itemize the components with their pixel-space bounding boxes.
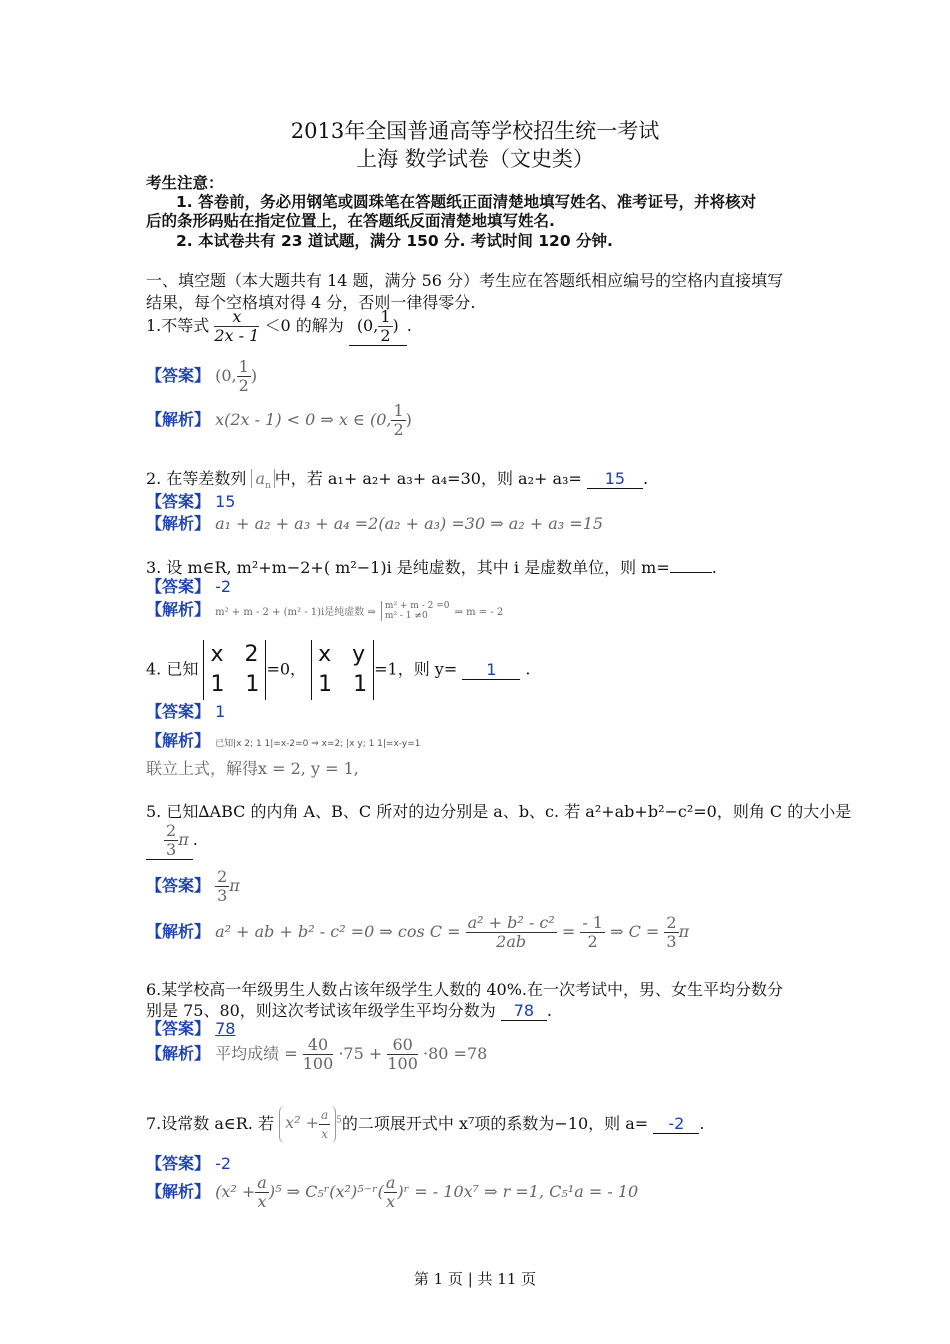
q3-answer: 【答案】 -2 (146, 577, 232, 596)
q3-answer-blank (670, 572, 712, 573)
q7-analysis: 【解析】 (x² + $\frac{a}{x}$ )⁵ ⇒ C₅ʳ(x²)⁵⁻ʳ( $\frac{a}{x}$ )ʳ = - 10x⁷ ⇒ r =1, C₅¹a = - 10 (146, 1173, 639, 1211)
q1-num: x (214, 308, 259, 327)
notice-item-1-cont: 后的条形码贴在指定位置上，在答题纸反面清楚地填写姓名. (146, 212, 555, 230)
q4-determinant-1: x 2 1 1 (203, 640, 266, 700)
page-footer: 第 1 页 | 共 11 页 (413, 1270, 537, 1288)
q1-stem: 1.不等式 (146, 316, 210, 335)
q1-condition: ＜0 的解为 (264, 316, 344, 335)
q4-answer-blank: 1 (462, 660, 520, 680)
q2-answer: 【答案】 15 (146, 492, 236, 511)
q1-analysis: 【解析】 x(2x - 1) < 0 ⇒ x ∈ (0, $\frac{1}{2}$ ) (146, 401, 412, 439)
exam-subtitle: 上海 数学试卷（文史类） (356, 147, 594, 171)
q3-system: m² + m - 2 =0 m² - 1 ≠0 (381, 601, 450, 621)
q6-answer: 【答案】 78 (146, 1019, 236, 1038)
question-6-cont: 别是 75、80，则这次考试该年级学生平均分数为 78 . (146, 1001, 552, 1020)
q1-answer-blank: (0, $\frac{1}{2}$ ) (349, 308, 407, 346)
q5-blank-line: $\frac{2}{3}$ π . (146, 822, 198, 860)
q7-answer-blank: -2 (653, 1114, 699, 1134)
q5-analysis: 【解析】 a² + ab + b² - c² =0 ⇒ cos C = $\frac{\text{a² + b² - c²}}{2ab}$ = $\frac{- 1}{2}$ ⇒ C = $\frac{2}{3}$ π (146, 913, 690, 951)
q2-analysis: 【解析】 a₁ + a₂ + a₃ + a₄ =2(a₂ + a₃) =30 ⇒ a₂ + a₃ =15 (146, 514, 604, 533)
question-5: 5. 已知∆ABC 的内角 A、B、C 所对的边分别是 a、b、c. 若 a²+ab+b²−c²=0，则角 C 的大小是 (146, 802, 852, 821)
q1-fraction (214, 308, 259, 345)
notice-item-1: 1. 答卷前，务必用钢笔或圆珠笔在答题纸正面清楚地填写姓名、准考证号，并将核对 (176, 193, 757, 211)
q2-answer-blank: 15 (587, 469, 643, 489)
q3-analysis: 【解析】 m² + m - 2 + (m² - 1)i是纯虚数 ⇒ m² + m - 2 =0 m² - 1 ≠0 ⇒ m = - 2 (146, 600, 504, 621)
q5-answer: 【答案】 $\frac{2}{3}$ π (146, 867, 240, 905)
question-3: 3. 设 m∈R, m²+m−2+( m²−1)i 是纯虚数，其中 i 是虚数单位，则 m= . (146, 558, 717, 577)
question-1: 1.不等式 $\frac{x}{2x - 1}$ ＜0 的解为 (0, $\frac{1}{2}$ ) . (146, 307, 412, 345)
q4-determinant-2: x y 1 1 (311, 640, 374, 700)
q1-half: $\frac{1}{2}$ (380, 307, 391, 345)
q4-answer: 【答案】 1 (146, 702, 226, 721)
section-heading: 一、填空题（本大题共有 14 题，满分 56 分）考生应在答题纸相应编号的空格内直接填写 (146, 271, 784, 290)
question-7: 7.设常数 a∈R. 若 x² + $\frac{a}{x}$ $^5$的二项展开式中 x⁷项的系数为−10，则 a= -2 . (146, 1108, 705, 1141)
exam-title: 2013年全国普通高等学校招生统一考试 (290, 119, 660, 143)
analysis-label: 【解析】 (146, 410, 211, 429)
q4-analysis-cont: 联立上式，解得x = 2, y = 1, (146, 759, 359, 778)
q7-answer: 【答案】 -2 (146, 1154, 232, 1173)
q4-analysis: 【解析】 已知|x 2; 1 1|=x-2=0 ⇒ x=2; |x y; 1 1|=x-y=1 (146, 731, 421, 750)
answer-label: 【答案】 (146, 366, 211, 385)
q6-answer-blank: 78 (501, 1001, 547, 1021)
q5-answer-blank: $\frac{2}{3}$ π (146, 822, 193, 860)
question-4: 4. 已知 x 2 1 1 =0， x y 1 1 =1，则 y= 1 . (146, 640, 531, 700)
q6-analysis: 【解析】 平均成绩 = $\frac{40}{100}$ ·75 + $\frac{60}{100}$ ·80 =78 (146, 1035, 488, 1073)
question-2: 2. 在等差数列 $a_n$ 中，若 a₁+ a₂+ a₃+ a₄=30，则 a₂+ a₃= 15 . (146, 469, 649, 492)
q7-expression: x² + $\frac{a}{x}$ (279, 1106, 336, 1143)
section-heading-cont: 结果，每个空格填对得 4 分，否则一律得零分. (146, 293, 476, 312)
q2-sequence: $a_n$ (251, 469, 274, 488)
notice-item-2: 2. 本试卷共有 23 道试题，满分 150 分. 考试时间 120 分钟. (176, 232, 613, 250)
notice-heading: 考生注意： (146, 174, 224, 192)
q1-den: 2x - 1 (214, 326, 260, 345)
q1-answer: 【答案】 (0, $\frac{1}{2}$ ) (146, 357, 258, 395)
question-6: 6.某学校高一年级男生人数占该年级学生人数的 40%.在一次考试中，男、女生平均分数分 (146, 980, 784, 999)
